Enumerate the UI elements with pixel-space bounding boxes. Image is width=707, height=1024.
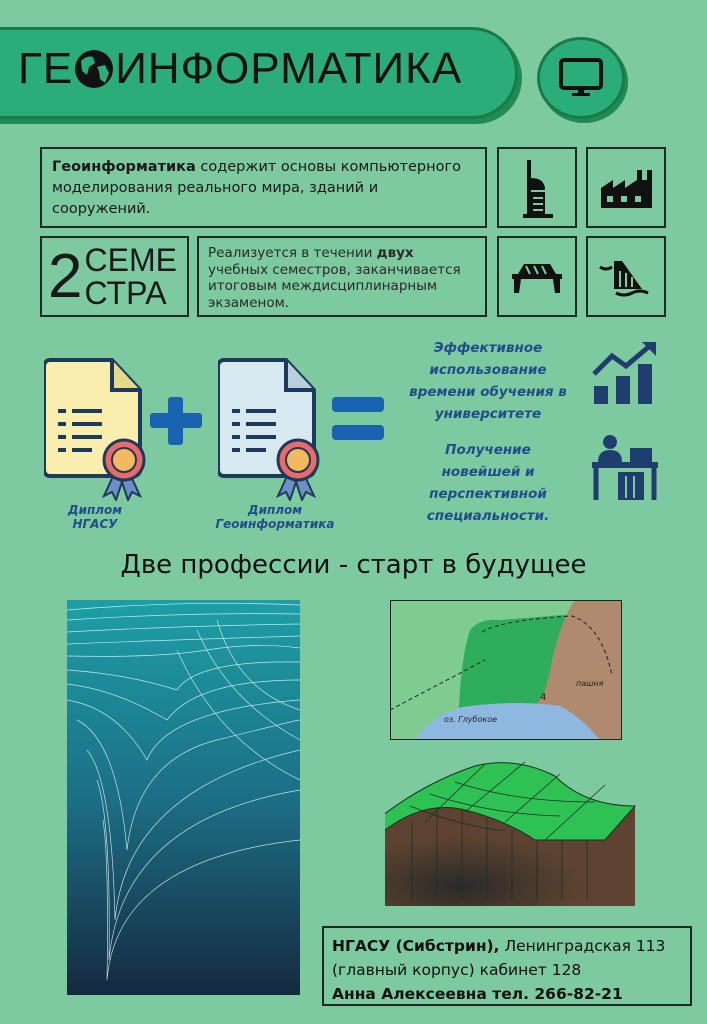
page-title bbox=[18, 44, 462, 94]
semesters-word-bottom: СТРА bbox=[84, 274, 167, 311]
caption-line: Геоинформатика bbox=[215, 517, 335, 531]
caption-line: Диплом bbox=[247, 503, 303, 517]
diploma-geoinformatics-icon bbox=[218, 356, 324, 501]
field-label: пашня bbox=[576, 679, 604, 688]
semesters-box bbox=[197, 236, 487, 317]
contact-box bbox=[322, 926, 692, 1006]
benefit-text: Эффективное использование времени обучения в университете bbox=[409, 340, 567, 422]
monitor-button bbox=[537, 37, 625, 119]
factory-icon bbox=[599, 166, 653, 210]
topographic-map bbox=[390, 600, 622, 740]
caption-line: НГАСУ bbox=[72, 517, 118, 531]
benefit-text: Получение новейшей и перспективной специальности. bbox=[426, 442, 550, 524]
section-heading: Две профессии - старт в будущее bbox=[120, 550, 587, 580]
point-label: 4 bbox=[540, 692, 547, 703]
factory-tile bbox=[586, 147, 666, 228]
semesters-text: Реализуется в течении bbox=[208, 245, 377, 261]
skyscraper-tile bbox=[497, 147, 577, 228]
title-part: ГЕ bbox=[18, 44, 74, 93]
bridge-tile bbox=[497, 236, 577, 317]
intro-bold: Геоинформатика bbox=[52, 159, 196, 175]
caption-line: Диплом bbox=[67, 503, 123, 517]
intro-text: содержит основы компьютерного моделирования реального мира, зданий и сооружений. bbox=[52, 159, 461, 217]
dam-icon bbox=[598, 257, 654, 297]
skyscraper-icon bbox=[517, 158, 557, 218]
contour-depth-image bbox=[67, 600, 300, 995]
monitor-icon bbox=[559, 58, 603, 98]
semesters-number: 2 bbox=[48, 241, 83, 311]
semesters-bold: двух bbox=[376, 245, 414, 261]
globe-icon bbox=[73, 47, 115, 91]
person-at-desk-icon bbox=[590, 434, 660, 502]
equals-icon bbox=[330, 395, 386, 443]
diploma-ngasu-icon bbox=[44, 356, 150, 501]
diploma-caption bbox=[40, 503, 150, 531]
intro-box bbox=[40, 147, 487, 228]
diploma-caption bbox=[210, 503, 340, 531]
contact-person: Анна Алексеевна тел. 266-82-21 bbox=[332, 985, 623, 1003]
contact-org: НГАСУ (Сибстрин), bbox=[332, 937, 500, 955]
title-part: ИНФОРМАТИКА bbox=[115, 44, 463, 93]
growth-chart-icon bbox=[590, 340, 660, 406]
dam-tile bbox=[586, 236, 666, 317]
contact-room: (главный корпус) кабинет 128 bbox=[332, 961, 582, 979]
lake-label: оз. Глубокое bbox=[444, 715, 498, 724]
semesters-word-top: СЕМЕ bbox=[84, 241, 177, 278]
contact-address: Ленинградская 113 bbox=[499, 937, 666, 955]
bridge-icon bbox=[510, 260, 564, 294]
semesters-text: учебных семестров, заканчивается итоговым междисциплинарным экзаменом. bbox=[208, 261, 461, 311]
plus-icon bbox=[148, 395, 204, 447]
terrain-3d-model bbox=[385, 760, 637, 908]
semesters-badge bbox=[40, 236, 189, 317]
